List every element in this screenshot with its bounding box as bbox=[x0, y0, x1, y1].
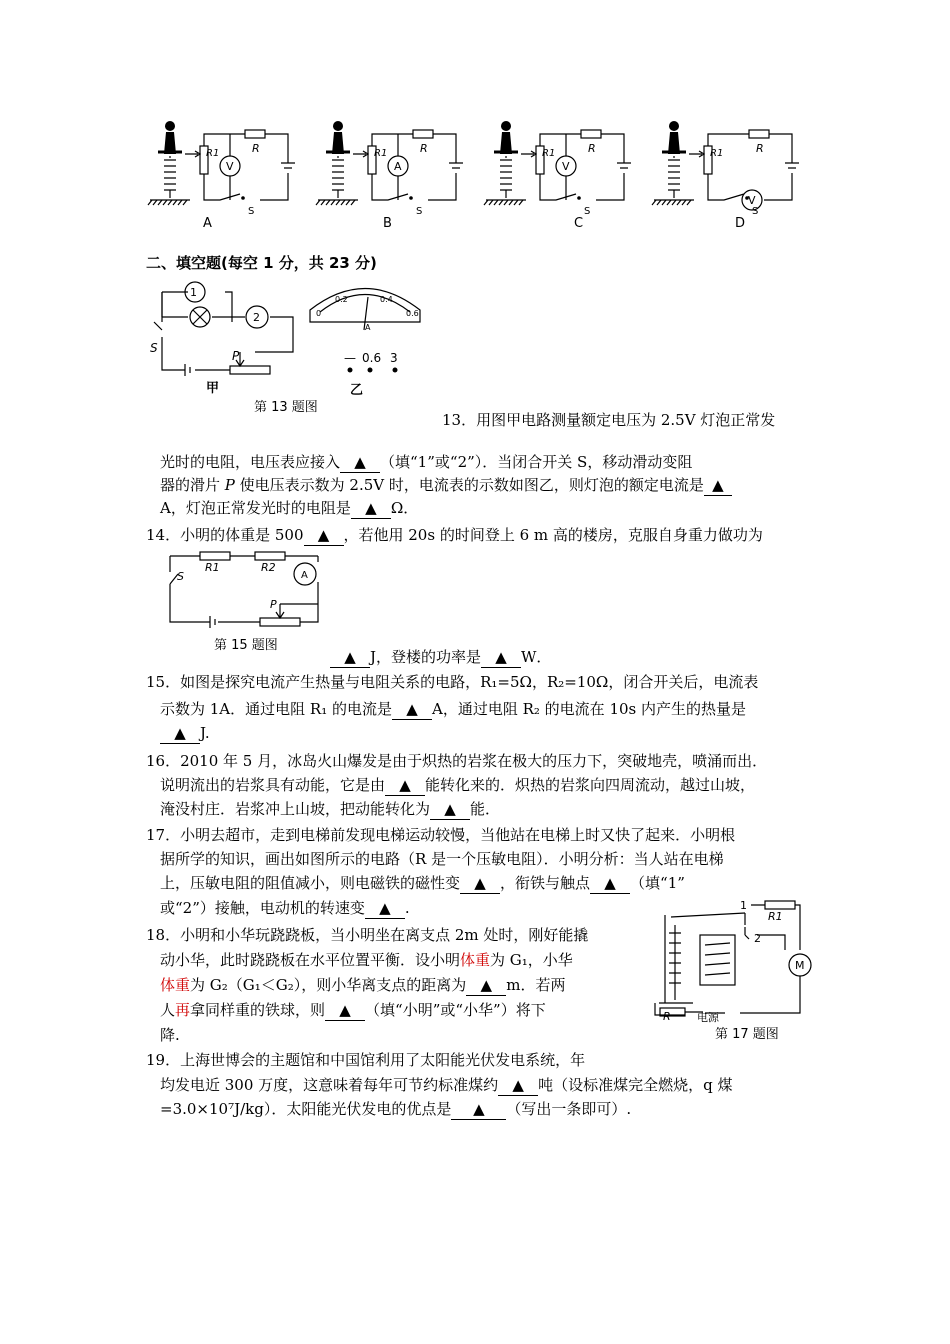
fig15-slider: P bbox=[270, 598, 277, 611]
figure-17-svg bbox=[645, 895, 820, 1025]
q19-line-3: =3.0×10⁷J/kg）．太阳能光伏发电的优点是 ▲ （写出一条即可）. bbox=[160, 1100, 632, 1118]
q16-line-1: 16．2010 年 5 月，冰岛火山爆发是由于炽热的岩浆在极大的压力下，突破地壳，喷涌而出． bbox=[146, 752, 768, 770]
svg-text:R: R bbox=[588, 142, 596, 155]
q16-line-3: 淹没村庄．岩浆冲上山坡，把动能转化为 ▲ 能． bbox=[160, 800, 501, 818]
svg-text:R1: R1 bbox=[206, 148, 220, 159]
q16-blank-2: ▲ bbox=[430, 799, 470, 820]
fig-jia-label: 甲 bbox=[206, 381, 220, 396]
svg-text:R: R bbox=[252, 142, 260, 155]
figure-17-caption: 第 17 题图 bbox=[715, 1027, 779, 1042]
section-heading: 二、填空题(每空 1 分，共 23 分) bbox=[146, 254, 377, 272]
svg-text:S: S bbox=[416, 206, 423, 217]
q16-line-2: 说明流出的岩浆具有动能，它是由 ▲ 能转化来的．炽热的岩浆向四周流动，越过山坡， bbox=[160, 776, 756, 794]
scale-unit: A bbox=[365, 323, 371, 332]
option-label-b: B bbox=[383, 216, 392, 231]
fig17-r1: R1 bbox=[768, 910, 783, 923]
q18-line-5: 降. bbox=[160, 1026, 180, 1044]
person-icon bbox=[326, 121, 350, 154]
figure-13-svg bbox=[140, 272, 440, 402]
slider-label: P bbox=[232, 349, 240, 363]
elevator-circuit-figures bbox=[140, 118, 820, 233]
person-icon bbox=[494, 121, 518, 154]
q13-line-4: A，灯泡正常发光时的电阻是 ▲ Ω． bbox=[160, 499, 419, 517]
svg-text:S: S bbox=[248, 206, 255, 217]
q14-line-1: 14．小明的体重是 500 ▲ ，若他用 20s 的时间登上 6 m 高的楼房，克服自身重力做功为 bbox=[146, 526, 763, 544]
q13-line-1: 13．用图甲电路测量额定电压为 2.5V 灯泡正常发 bbox=[442, 411, 776, 429]
svg-text:A: A bbox=[394, 160, 402, 173]
scale-04: 0.4 bbox=[380, 295, 393, 304]
q13-blank-3: ▲ bbox=[351, 498, 391, 519]
scale-02: 0.2 bbox=[335, 295, 348, 304]
circuit-options-svg bbox=[140, 118, 820, 233]
q14-blank-3: ▲ bbox=[481, 647, 521, 668]
q18-line-3: 体重为 G₂（G₁＜G₂），则小华离支点的距离为 ▲ m．若两 bbox=[160, 976, 566, 994]
q15-line-2: 示数为 1A．通过电阻 R₁ 的电流是 ▲ A，通过电阻 R₂ 的电流在 10s 内产生的热量是 bbox=[160, 700, 746, 718]
svg-text:V: V bbox=[748, 194, 756, 207]
q18-blank-1: ▲ bbox=[466, 975, 506, 996]
svg-text:S: S bbox=[752, 206, 759, 217]
scale-06: 0.6 bbox=[406, 309, 419, 318]
q17-blank-2: ▲ bbox=[590, 873, 630, 894]
fig-yi-label: 乙 bbox=[350, 383, 364, 398]
svg-text:V: V bbox=[226, 160, 234, 173]
q15-line-3: ▲ J. bbox=[160, 723, 210, 744]
q14-blank-2: ▲ bbox=[330, 647, 370, 668]
option-label-d: D bbox=[735, 216, 746, 231]
terminal-06: 0.6 bbox=[362, 351, 382, 365]
q17-blank-1: ▲ bbox=[460, 873, 500, 894]
figure-13-caption: 第 13 题图 bbox=[254, 400, 318, 415]
q19-blank-2: ▲ bbox=[451, 1099, 506, 1120]
option-figure-2 bbox=[484, 121, 631, 217]
option-figure-1 bbox=[316, 121, 463, 217]
q18-line-2: 动小华，此时跷跷板在水平位置平衡．设小明体重为 G₁，小华 bbox=[160, 951, 573, 969]
q19-line-2: 均发电近 300 万度，这意味着每年可节约标准煤约 ▲ 吨（设标准煤完全燃烧，q 煤 bbox=[160, 1076, 733, 1094]
q15-blank-1: ▲ bbox=[392, 699, 432, 720]
q13-blank-2: ▲ bbox=[704, 475, 732, 496]
q15-line-1: 15．如图是探究电流产生热量与电阻关系的电路，R₁=5Ω，R₂=10Ω，闭合开关后，电流表 bbox=[146, 673, 759, 691]
meter-2-label: 2 bbox=[253, 311, 260, 324]
option-label-a: A bbox=[203, 216, 212, 231]
fig15-r1: R1 bbox=[205, 561, 220, 574]
q18-line-4: 人再拿同样重的铁球，则 ▲ （填“小明”或“小华”）将下 bbox=[160, 1001, 546, 1019]
figure-15-caption: 第 15 题图 bbox=[214, 638, 278, 653]
fig17-contact-1: 1 bbox=[740, 899, 747, 912]
fig15-ammeter: A bbox=[301, 570, 308, 581]
q14-blank-1: ▲ bbox=[304, 525, 344, 546]
q18-blank-2: ▲ bbox=[325, 1000, 365, 1021]
q16-blank-1: ▲ bbox=[385, 775, 425, 796]
fig17-motor: M bbox=[795, 959, 805, 972]
q17-line-4: 或“2”）接触，电动机的转速变 ▲ . bbox=[160, 899, 410, 917]
svg-text:R1: R1 bbox=[710, 148, 724, 159]
person-icon bbox=[158, 121, 182, 154]
q14-line-2: ▲ J，登楼的功率是 ▲ W． bbox=[330, 647, 551, 668]
option-label-c: C bbox=[574, 216, 584, 231]
figure-17 bbox=[645, 895, 820, 1025]
svg-text:V: V bbox=[562, 160, 570, 173]
q15-blank-2: ▲ bbox=[160, 723, 200, 744]
figure-13 bbox=[140, 272, 440, 402]
svg-text:S: S bbox=[584, 206, 591, 217]
figure-15 bbox=[160, 544, 330, 639]
terminal-3: 3 bbox=[390, 351, 398, 365]
q13-line-3: 器的滑片 P 使电压表示数为 2.5V 时，电流表的示数如图乙，则灯泡的额定电流是 ▲ bbox=[160, 475, 732, 496]
person-icon bbox=[662, 121, 686, 154]
svg-text:R: R bbox=[420, 142, 428, 155]
q13-blank-1: ▲ bbox=[340, 452, 380, 473]
option-figure-0 bbox=[148, 121, 295, 217]
fig17-contact-2: 2 bbox=[754, 932, 761, 945]
fig17-power: 电源 bbox=[697, 1011, 719, 1024]
q18-line-1: 18．小明和小华玩跷跷板，当小明坐在离支点 2m 处时，刚好能撬 bbox=[146, 926, 589, 944]
svg-text:R: R bbox=[756, 142, 764, 155]
figure-15-svg bbox=[160, 544, 330, 639]
q19-line-1: 19．上海世博会的主题馆和中国馆利用了太阳能光伏发电系统，年 bbox=[146, 1051, 586, 1069]
option-figure-3 bbox=[652, 121, 799, 217]
q17-line-1: 17．小明去超市，走到电梯前发现电梯运动较慢，当他站在电梯上时又快了起来．小明根 bbox=[146, 826, 736, 844]
fig15-r2: R2 bbox=[261, 561, 276, 574]
fig17-r: R bbox=[663, 1010, 671, 1023]
scale-0: 0 bbox=[316, 309, 322, 318]
svg-text:R1: R1 bbox=[542, 148, 556, 159]
svg-text:R1: R1 bbox=[374, 148, 388, 159]
q19-blank-1: ▲ bbox=[498, 1075, 538, 1096]
q17-line-2: 据所学的知识，画出如图所示的电路（R 是一个压敏电阻）．小明分析：当人站在电梯 bbox=[160, 850, 724, 868]
q17-blank-3: ▲ bbox=[365, 898, 405, 919]
meter-1-label: 1 bbox=[190, 286, 197, 299]
terminal-neg: — bbox=[344, 351, 356, 365]
q17-line-3: 上，压敏电阻的阻值减小，则电磁铁的磁性变 ▲ ，衔铁与触点 ▲ （填“1” bbox=[160, 874, 685, 892]
q13-line-2: 光时的电阻，电压表应接入 ▲ （填“1”或“2”）．当闭合开关 S，移动滑动变阻 bbox=[160, 453, 693, 471]
switch-label: S bbox=[150, 341, 158, 355]
fig15-switch: S bbox=[177, 570, 184, 583]
